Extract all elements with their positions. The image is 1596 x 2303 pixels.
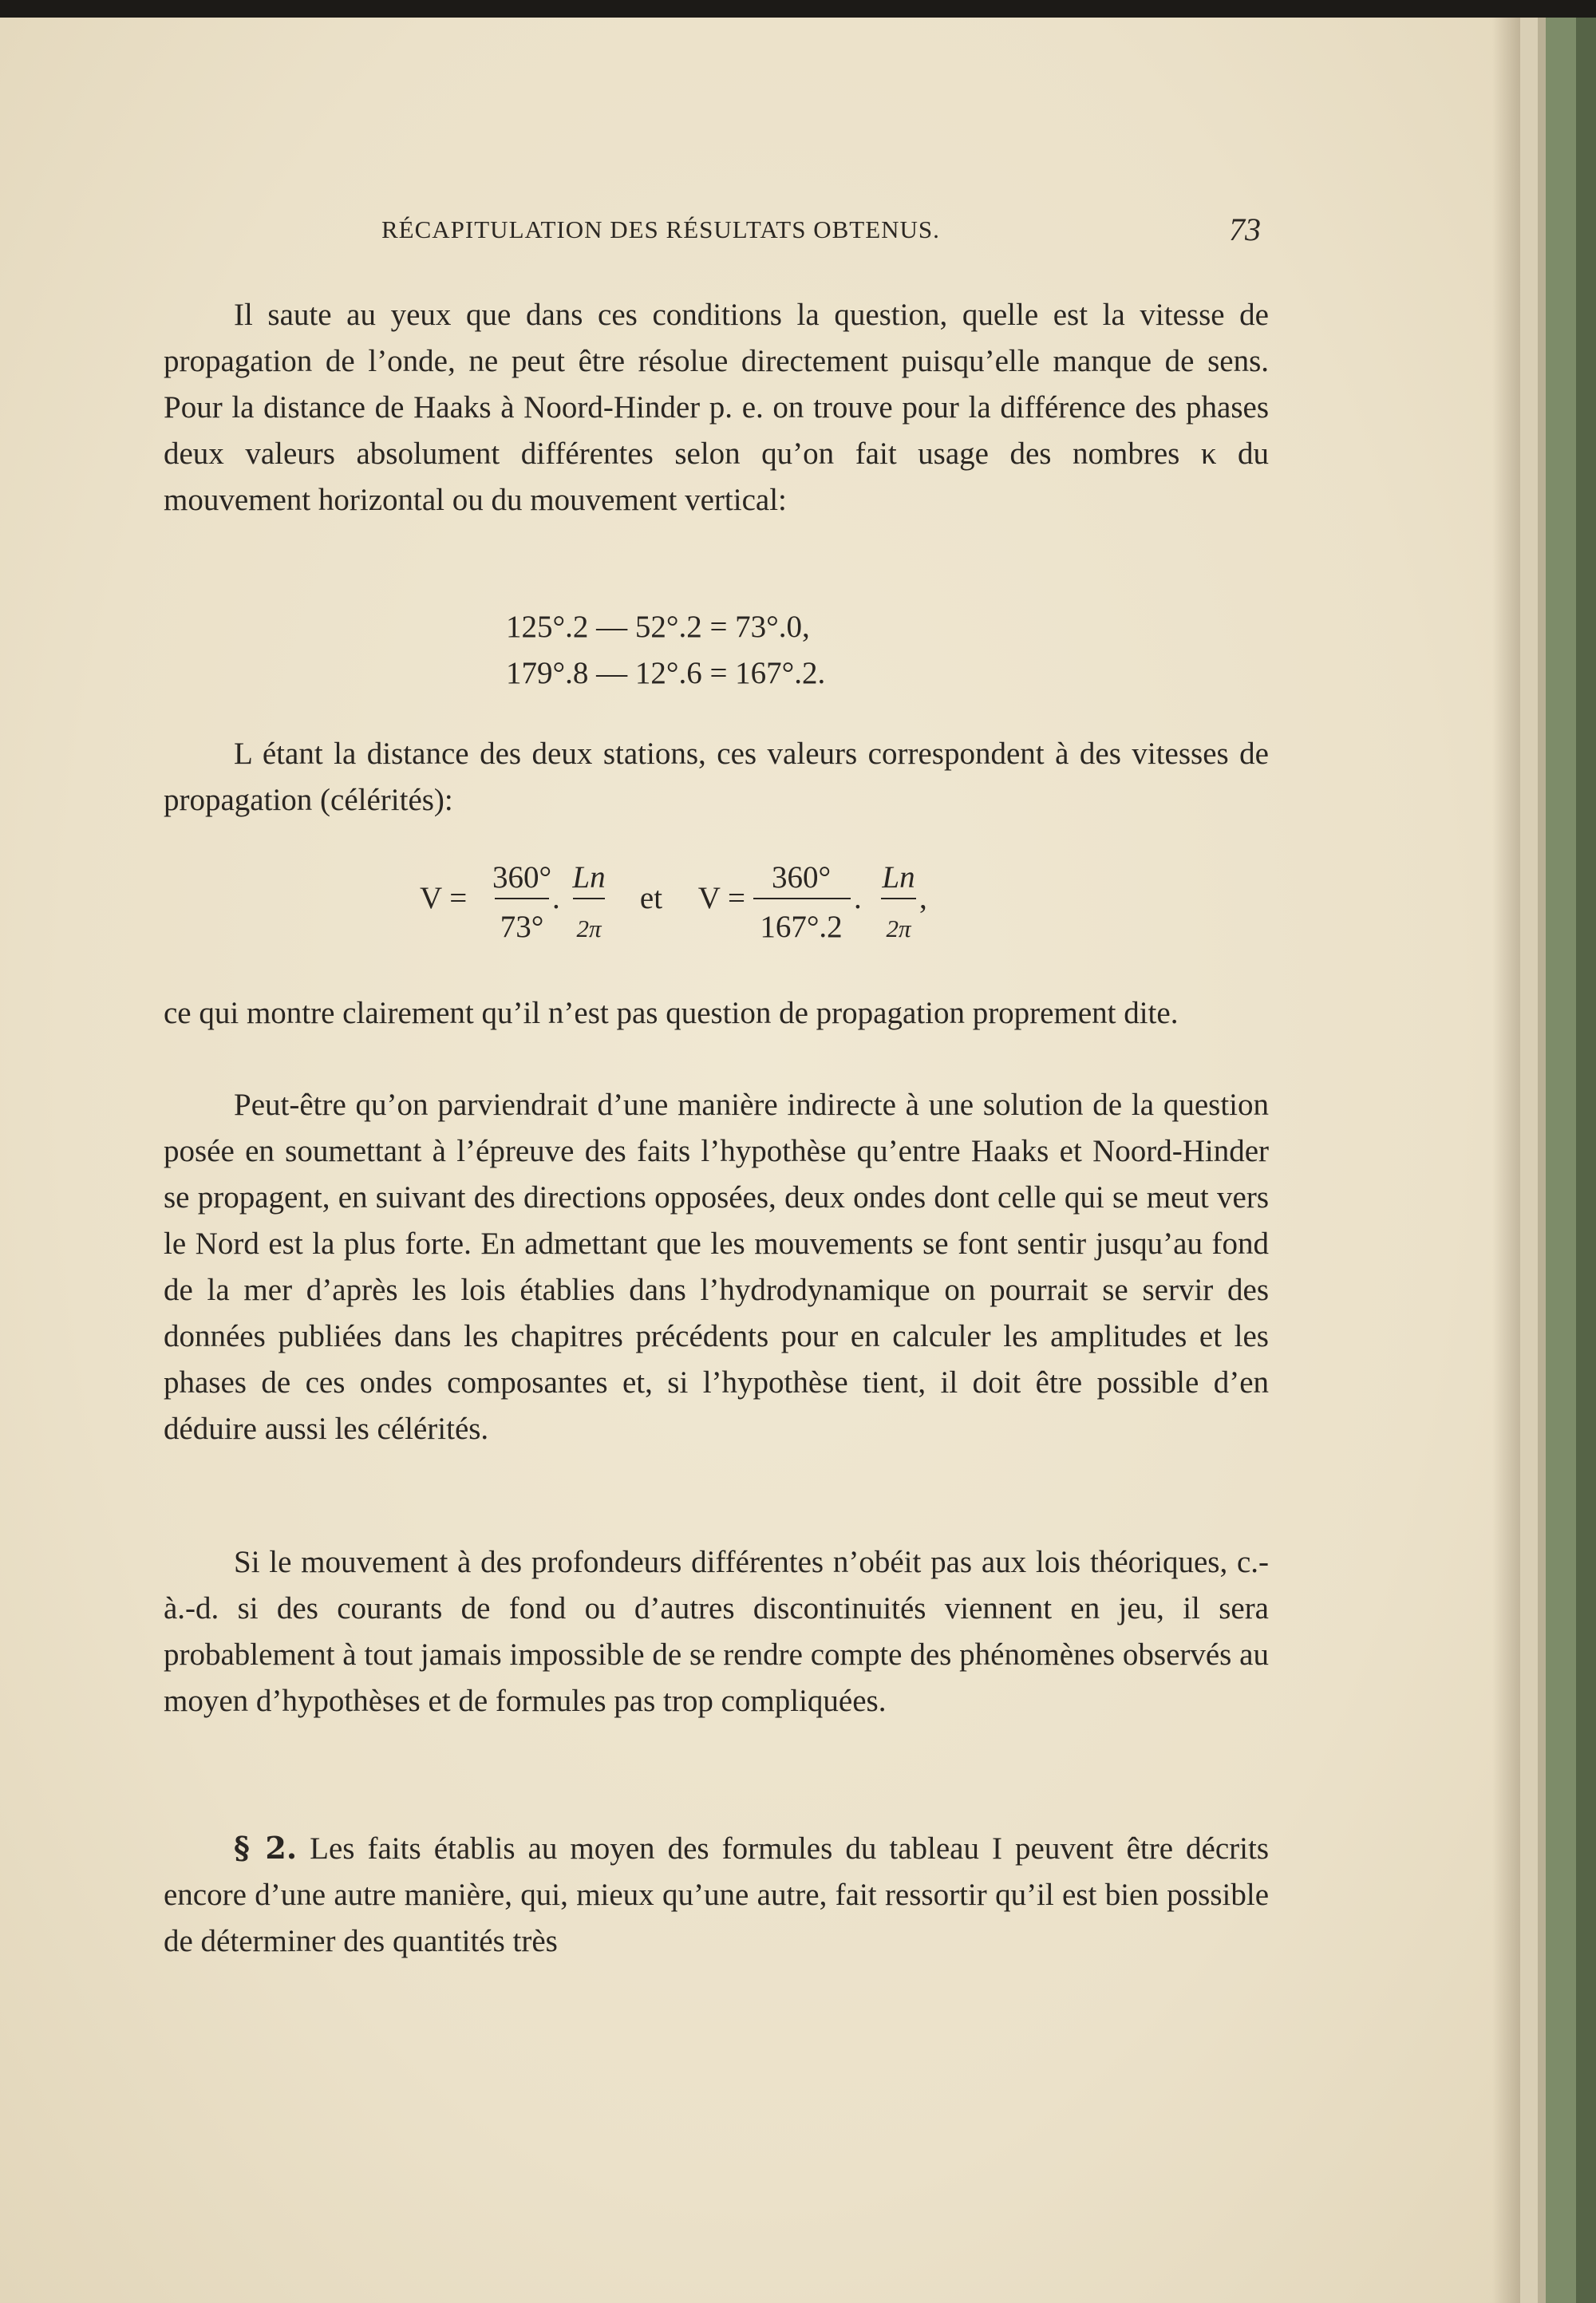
paragraph	[164, 1539, 1269, 1724]
paragraph	[164, 990, 1269, 1037]
equation-line: 125°.2 — 52°.2 = 73°.0,	[506, 610, 810, 644]
page-number: 73	[1229, 211, 1261, 247]
paragraph-text: Si le mouvement à des profondeurs différentes n’obéit pas aux lois théoriques, c.-à.-d. si des courants de fond ou d’autres discontinuités viennent en jeu, il sera probablement à tout jamais impossible de se rendre compte des phénomènes observés au moyen d’hypothèses et de formules pas trop compliquées.	[164, 1545, 1269, 1718]
equation-line: 179°.8 — 12°.6 = 167°.2.	[506, 656, 826, 690]
page-edge	[1538, 18, 1546, 2303]
paragraph-text: ce qui montre clairement qu’il n’est pas question de propagation proprement dite.	[164, 996, 1179, 1030]
paragraph-text	[164, 1825, 1269, 1965]
running-head	[381, 211, 1261, 247]
paragraph-text: Il saute au yeux que dans ces conditions la question, quelle est la vitesse de propagation de l’onde, ne peut être résolue directement puisqu’elle manque de sens. Pour la distance de Haaks à Noord-Hinder p. e. on trouve pour la différence des phases deux valeurs absolument différentes selon qu’on fait usage des nombres κ du mouvement horizontal ou du mouvement vertical:	[164, 298, 1269, 517]
page-edge	[1520, 18, 1538, 2303]
paragraph	[164, 1082, 1269, 1452]
formula-lhs: V =	[697, 881, 745, 915]
paragraph-text: Peut-être qu’on parviendrait d’une manière indirecte à une solution de la question posée en soumettant à l’épreuve des faits l’hypothèse qu’entre Haaks et Noord-Hinder se propagent, en suivant des directions opposées, deux ondes dont celle qui se meut vers le Nord est la plus forte. En admettant que les mouvements se font sentir jusqu’au fond de la mer d’après les lois établies dans l’hydrodynamique on pourrait se servir des données publiées dans les chapitres précédents pour en calculer les amplitudes et les phases de ces ondes composantes et, si l’hypothèse tient, il doit être possible d’en déduire aussi les célérités.	[164, 1088, 1269, 1446]
formula-connector: et	[639, 881, 663, 915]
section-paragraph	[164, 1825, 1269, 1965]
velocity-formula	[420, 852, 1026, 956]
book-cover-edge	[1576, 18, 1596, 2303]
formula-numerator: Ln	[572, 860, 606, 895]
page-gutter-shadow	[1492, 18, 1520, 2303]
formula-numerator: 360°	[771, 860, 832, 895]
formula-denominator: 2π	[576, 914, 602, 942]
paragraph	[164, 731, 1269, 824]
paragraph	[164, 292, 1269, 523]
formula-trailing-comma: ,	[919, 881, 927, 915]
formula-denominator: 167°.2	[760, 910, 843, 944]
formula-denominator: 2π	[886, 914, 911, 942]
formula-denominator: 73°	[500, 910, 544, 944]
running-title: RÉCAPITULATION DES RÉSULTATS OBTENUS.	[381, 215, 940, 243]
formula-dot: .	[854, 881, 862, 915]
section-mark: § 2.	[234, 1830, 298, 1866]
formula-numerator: 360°	[492, 860, 552, 895]
formula-numerator: Ln	[882, 860, 915, 895]
formula-dot: .	[552, 881, 560, 915]
formula-lhs: V =	[420, 881, 468, 915]
section-text: Les faits établis au moyen des formules du tableau I peuvent être décrits encore d’une autre manière, qui, mieux qu’une autre, fait ressortir qu’il est bien possible de déterminer des quantités très	[164, 1831, 1270, 1958]
paragraph-text: L étant la distance des deux stations, ces valeurs correspondent à des vitesses de propagation (célérités):	[164, 737, 1269, 817]
